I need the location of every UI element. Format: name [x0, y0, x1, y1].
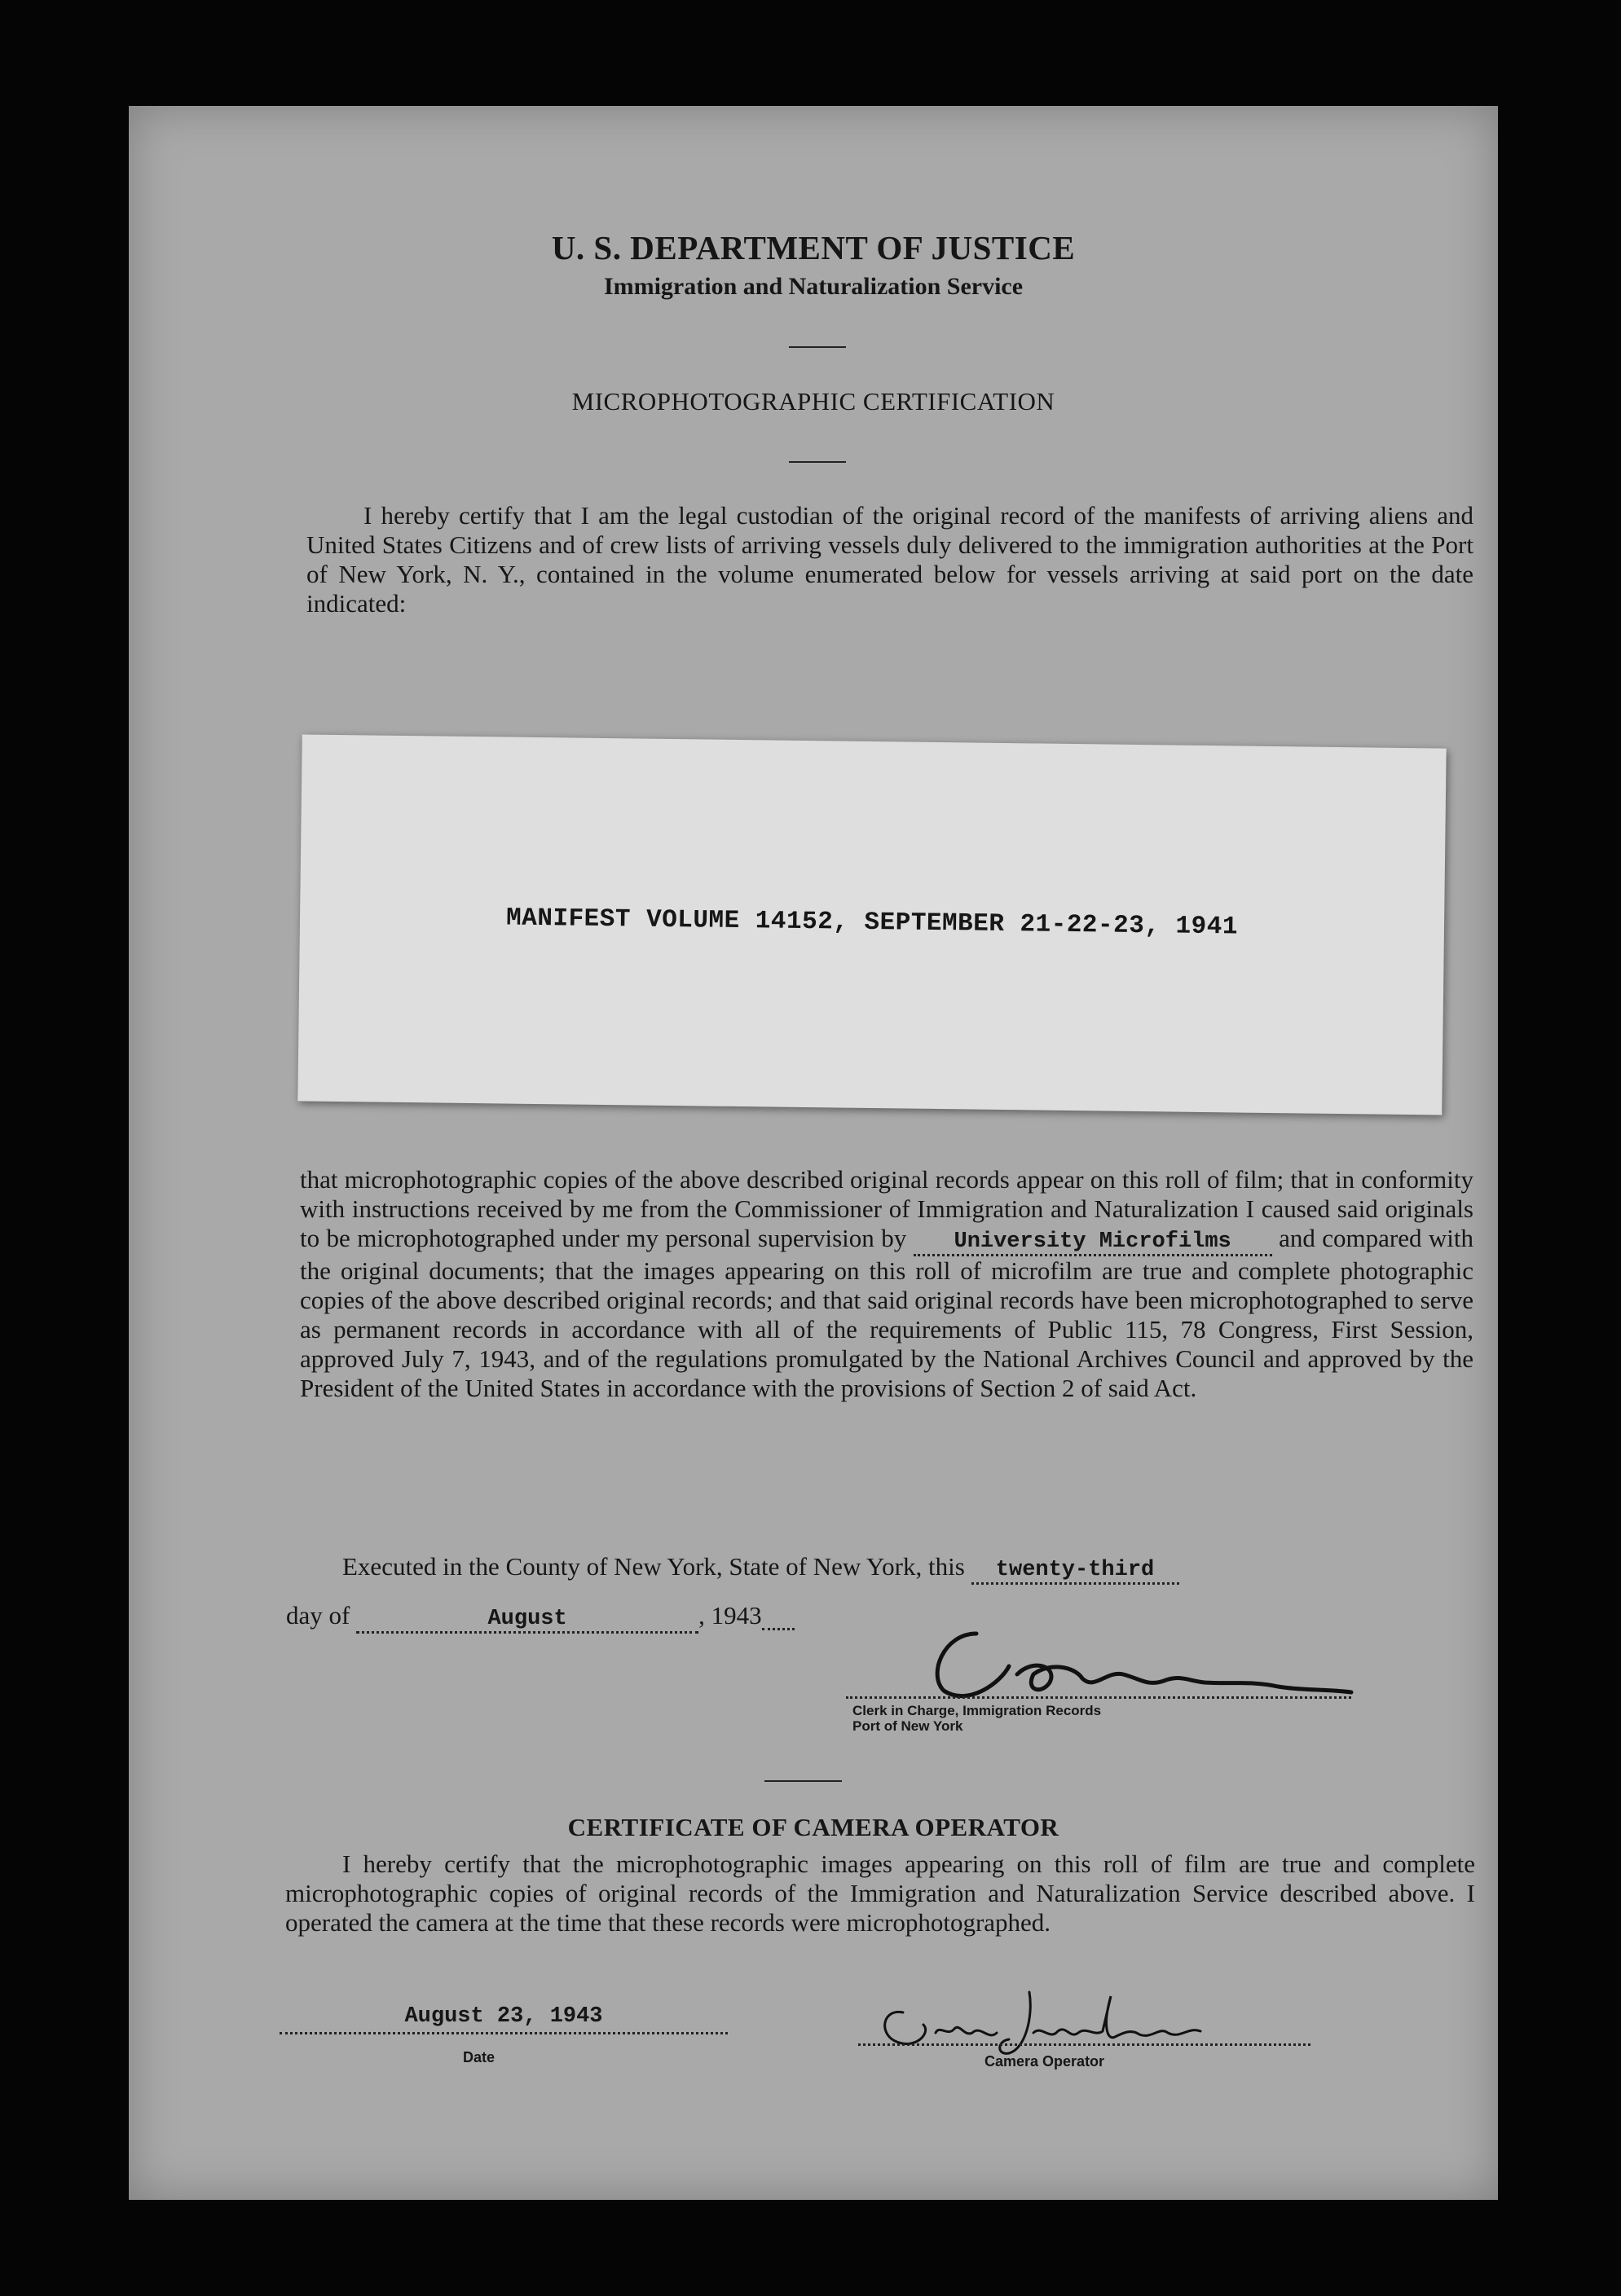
department-title: U. S. DEPARTMENT OF JUSTICE	[551, 229, 1076, 266]
operator-label: Camera Operator	[984, 2053, 1105, 2069]
day-of-line	[286, 1601, 795, 1634]
clerk-title-line1: Clerk in Charge, Immigration Records	[852, 1703, 1102, 1718]
date-value: August 23, 1943	[280, 2004, 728, 2034]
intro-paragraph-text: I hereby certify that I am the legal custodian of the original record of the manifests of arriving aliens and United States Citizens and of crew lists of arriving vessels duly delivered to the immigration authorities at the Port of New York, N. Y., contained in the volume enumerated below for vessels arriving at said port on the date indicated:	[306, 501, 1473, 618]
camera-operator-paragraph-text: I hereby certify that the microphotographic images appearing on this roll of film are true and complete microphotographic copies of original records of the Immigration and Naturalization Service described above. I operated the camera at the time that these records were microphotographed.	[285, 1850, 1475, 1937]
service-subtitle: Immigration and Naturalization Service	[603, 273, 1024, 300]
divider-rule-3	[764, 1780, 842, 1782]
day-field: twenty-third	[971, 1558, 1179, 1585]
execution-line	[342, 1552, 1179, 1585]
camera-operator-title: CERTIFICATE OF CAMERA OPERATOR	[567, 1813, 1059, 1841]
body-part2: and compared with the original documents; that the images appearing on this roll of microfilm are true and complete photographic copies of the above described original records; and that said original records have been microphotographed to serve as permanent records in accordance with all of the requirements of Public 115, 78 Congress, First Session, approved July 7, 1943, and of the regulations promulgated by the National Archives Council and approved by the President of the United States in accordance with the provisions of Section 2 of said Act.	[300, 1224, 1473, 1402]
body-paragraph-text	[300, 1165, 1473, 1403]
operator-signature	[858, 1976, 1315, 2065]
camera-operator-paragraph	[285, 1850, 1475, 1938]
date-field	[280, 2004, 728, 2034]
divider-rule-2	[789, 461, 846, 463]
intro-paragraph	[306, 501, 1473, 618]
executed-text: Executed in the County of New York, State of New York, this	[342, 1552, 965, 1581]
year-suffix: 3	[749, 1601, 762, 1630]
body-paragraph	[300, 1165, 1473, 1403]
date-label: Date	[463, 2049, 496, 2065]
manifest-volume-slip	[297, 734, 1446, 1115]
year-dots	[762, 1603, 795, 1630]
clerk-title-line2: Port of New York	[852, 1718, 963, 1734]
clerk-signature	[911, 1617, 1368, 1707]
divider-rule-1	[789, 346, 846, 348]
body-part1: that microphotographic copies of the above described original records appear on this roll of film; that in conformity with instructions received by me from the Commissioner of Immigration and Naturalization I caused said originals to be microphotographed under my personal supervision by	[300, 1165, 1473, 1252]
day-of-label: day of	[286, 1601, 350, 1630]
certificate-page	[129, 106, 1498, 2200]
clerk-signature-line	[846, 1696, 1351, 1699]
clerk-title	[852, 1703, 1101, 1734]
year-prefix: , 194	[698, 1601, 750, 1630]
supervisor-field: University Microfilms	[914, 1229, 1272, 1256]
manifest-volume-text: MANIFEST VOLUME 14152, SEPTEMBER 21-22-23, 1941	[505, 904, 1239, 942]
month-field: August	[356, 1607, 698, 1634]
operator-signature-line	[858, 2043, 1310, 2046]
certification-title: MICROPHOTOGRAPHIC CERTIFICATION	[571, 387, 1055, 416]
